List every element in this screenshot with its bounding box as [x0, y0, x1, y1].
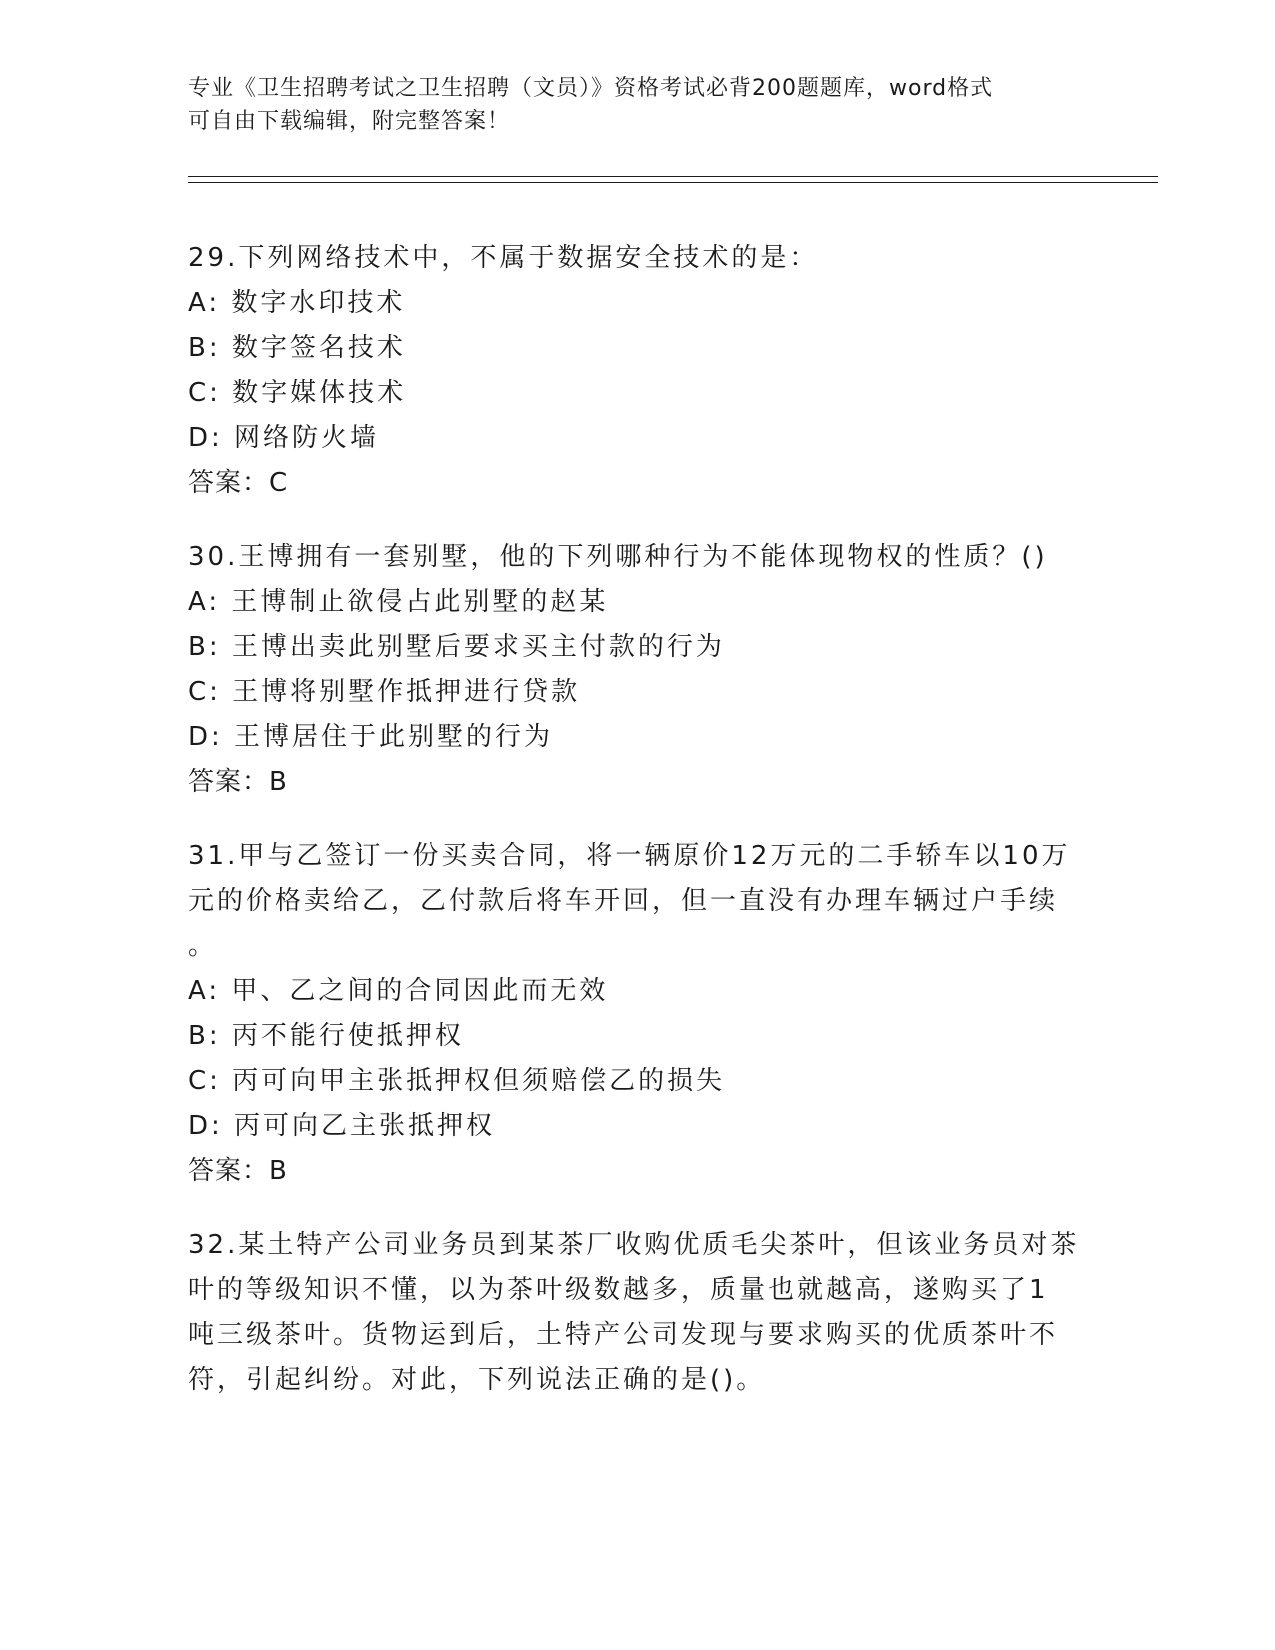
question-stem: [188, 236, 1088, 281]
question-32: [188, 1223, 1088, 1403]
option-b: B: 王博出卖此别墅后要求买主付款的行为: [188, 632, 725, 662]
option-b: B: 数字签名技术: [188, 333, 406, 363]
option-c: C: 数字媒体技术: [188, 378, 407, 408]
header-divider-top: [188, 176, 1158, 177]
header-divider-bottom: [188, 182, 1158, 183]
header-line-1: 专业《卫生招聘考试之卫生招聘（文员）》资格考试必背200题题库，word格式: [188, 76, 994, 101]
question-list: [188, 236, 1088, 1432]
option-a: A: 甲、乙之间的合同因此而无效: [188, 976, 609, 1006]
answer: 答案：B: [188, 767, 288, 797]
stem-line: 30.王博拥有一套别墅，他的下列哪种行为不能体现物权的性质？(): [188, 542, 1048, 572]
stem-line: 31.甲与乙签订一份买卖合同，将一辆原价12万元的二手轿车以10万: [188, 841, 1071, 871]
document-header: [188, 72, 1088, 138]
option-c: C: 王博将别墅作抵押进行贷款: [188, 677, 581, 707]
stem-line: 。: [188, 931, 218, 961]
question-30: [188, 535, 1088, 805]
option-a: A: 王博制止欲侵占此别墅的赵某: [188, 587, 609, 617]
stem-line: 叶的等级知识不懂，以为茶叶级数越多，质量也就越高，遂购买了1: [188, 1275, 1049, 1305]
question-stem: [188, 1223, 1088, 1403]
header-line-2: 可自由下载编辑，附完整答案！: [188, 109, 511, 134]
question-31: [188, 834, 1088, 1194]
stem-line: 32.某土特产公司业务员到某茶厂收购优质毛尖茶叶，但该业务员对茶: [188, 1230, 1080, 1260]
option-a: A: 数字水印技术: [188, 288, 406, 318]
stem-line: 元的价格卖给乙，乙付款后将车开回，但一直没有办理车辆过户手续: [188, 886, 1059, 916]
option-d: D: 丙可向乙主张抵押权: [188, 1111, 496, 1141]
option-c: C: 丙可向甲主张抵押权但须赔偿乙的损失: [188, 1066, 726, 1096]
stem-line: 吨三级茶叶。货物运到后，土特产公司发现与要求购买的优质茶叶不: [188, 1320, 1059, 1350]
question-stem: [188, 535, 1088, 580]
answer: 答案：B: [188, 1156, 288, 1186]
option-d: D: 网络防火墙: [188, 423, 380, 453]
stem-line: 29.下列网络技术中，不属于数据安全技术的是：: [188, 243, 819, 273]
stem-line: 符，引起纠纷。对此，下列说法正确的是()。: [188, 1365, 766, 1395]
option-d: D: 王博居住于此别墅的行为: [188, 722, 554, 752]
question-stem: [188, 834, 1088, 969]
answer: 答案：C: [188, 468, 289, 498]
question-29: [188, 236, 1088, 506]
option-b: B: 丙不能行使抵押权: [188, 1021, 464, 1051]
